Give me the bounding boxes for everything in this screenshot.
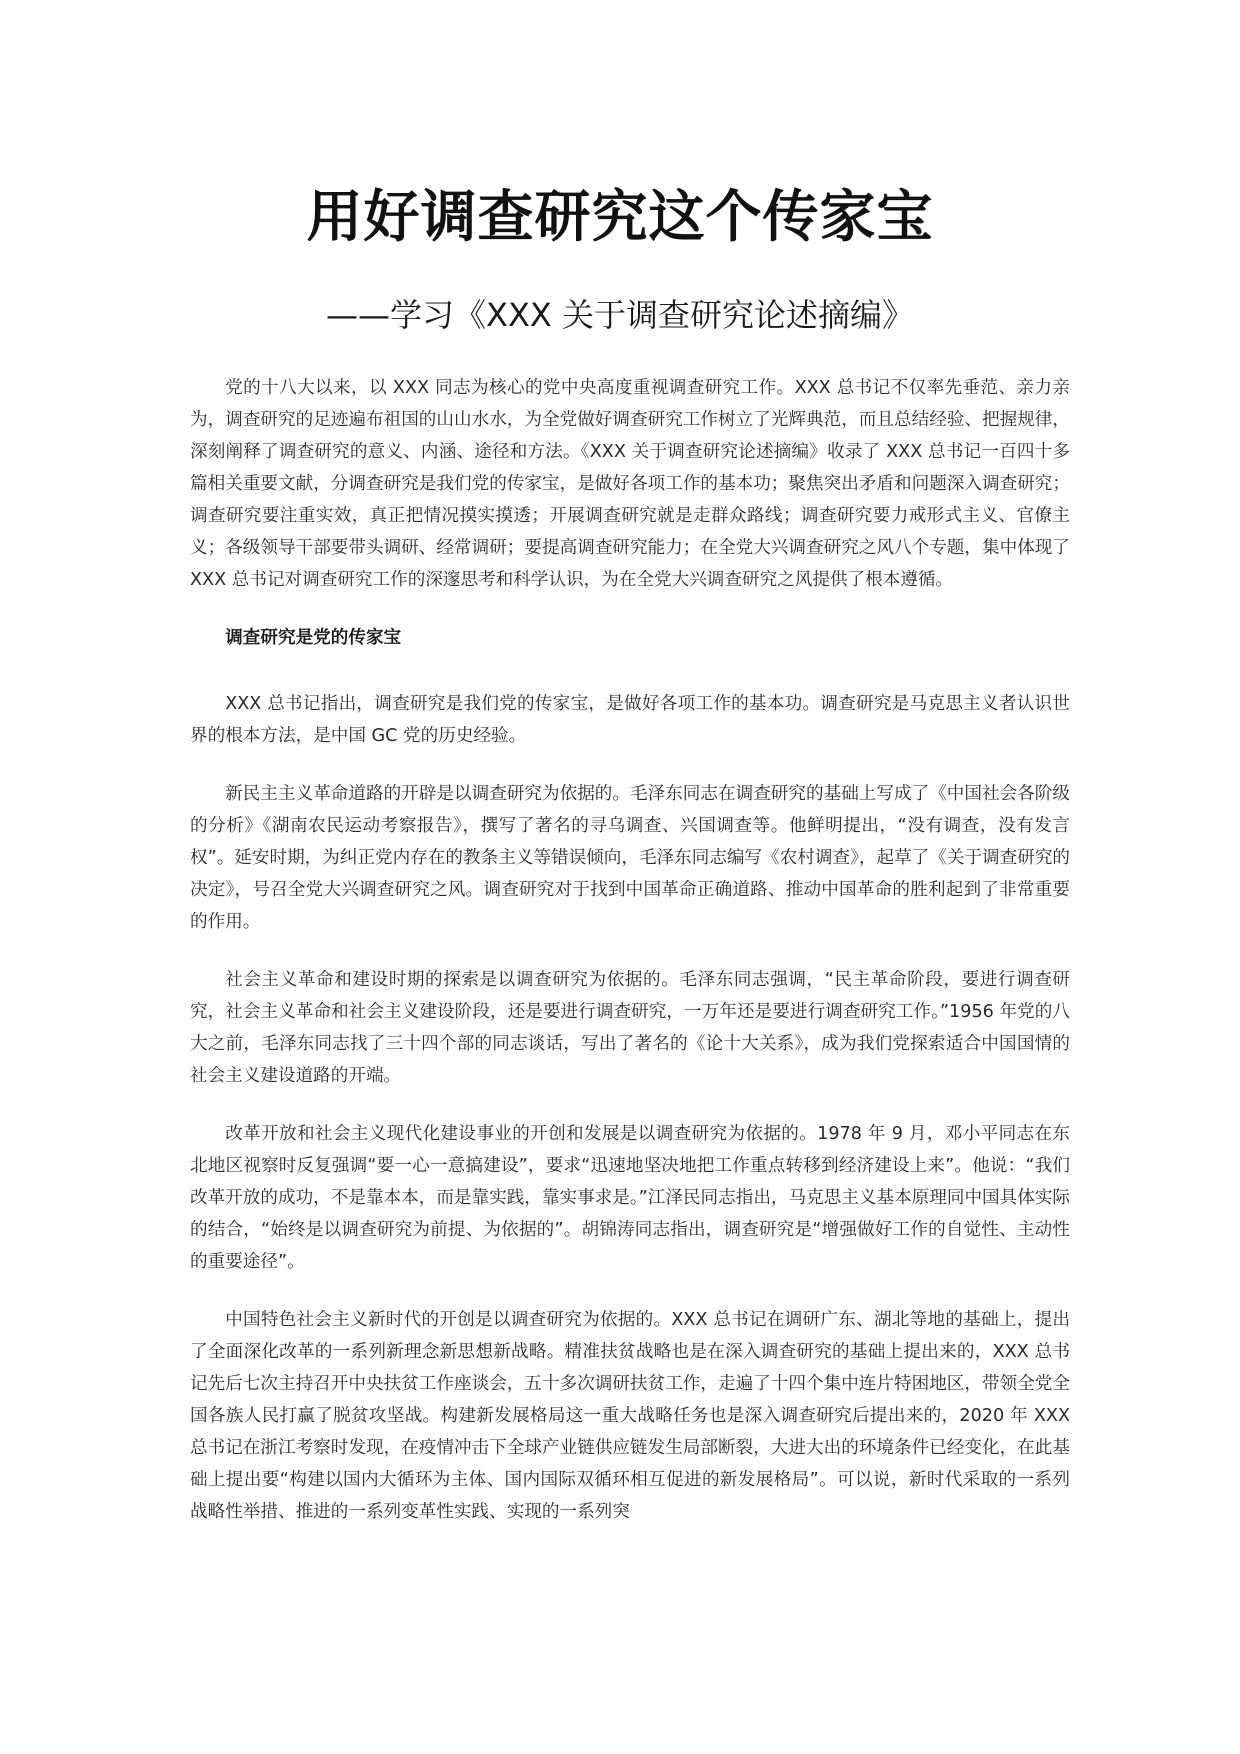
document-body xyxy=(190,372,1070,1554)
section-heading: 调查研究是党的传家宝 xyxy=(225,628,402,648)
section-paragraph: 中国特色社会主义新时代的开创是以调查研究为依据的。XXX 总书记在调研广东、湖北等地的基础上，提出了全面深化改革的一系列新理念新思想新战略。精准扶贫战略也是在深入调查研究的基础上提出来的，XXX 总书记先后七次主持召开中央扶贫工作座谈会，五十多次调研扶贫工作，走遍了十四个集中连片特困地区，带领全党全国各族人民打赢了脱贫攻坚战。构建新发展格局这一重大战略任务也是深入调查研究后提出来的，2020 年 XXX 总书记在浙江考察时发现，在疫情冲击下全球产业链供应链发生局部断裂，大进大出的环境条件已经变化，在此基础上提出要“构建以国内大循环为主体、国内国际双循环相互促进的新发展格局”。可以说，新时代采取的一系列战略性举措、推进的一系列变革性实践、实现的一系列突 xyxy=(190,1310,1070,1522)
section-paragraph: XXX 总书记指出，调查研究是我们党的传家宝，是做好各项工作的基本功。调查研究是马克思主义者认识世界的根本方法，是中国 GC 党的历史经验。 xyxy=(190,694,1070,746)
section-paragraph: 改革开放和社会主义现代化建设事业的开创和发展是以调查研究为依据的。1978 年 9 月，邓小平同志在东北地区视察时反复强调“要一心一意搞建设”，要求“迅速地坚决地把工作重点转移到经济建设上来”。他说：“我们改革开放的成功，不是靠本本，而是靠实践，靠实事求是。”江泽民同志指出，马克思主义基本原理同中国具体实际的结合，“始终是以调查研究为前提、为依据的”。胡锦涛同志指出，调查研究是“增强做好工作的自觉性、主动性的重要途径”。 xyxy=(190,1124,1071,1272)
section-paragraph: 新民主主义革命道路的开辟是以调查研究为依据的。毛泽东同志在调查研究的基础上写成了《中国社会各阶级的分析》《湖南农民运动考察报告》，撰写了著名的寻乌调查、兴国调查等。他鲜明提出，“没有调查，没有发言权”。延安时期，为纠正党内存在的教条主义等错误倾向，毛泽东同志编写《农村调查》，起草了《关于调查研究的决定》，号召全党大兴调查研究之风。调查研究对于找到中国革命正确道路、推动中国革命的胜利起到了非常重要的作用。 xyxy=(190,784,1071,932)
section-paragraph: 社会主义革命和建设时期的探索是以调查研究为依据的。毛泽东同志强调，“民主革命阶段，要进行调查研究，社会主义革命和社会主义建设阶段，还是要进行调查研究，一万年还是要进行调查研究工作。”1956 年党的八大之前，毛泽东同志找了三十四个部的同志谈话，写出了著名的《论十大关系》，成为我们党探索适合中国国情的社会主义建设道路的开端。 xyxy=(190,970,1070,1086)
intro-paragraph: 党的十八大以来，以 XXX 同志为核心的党中央高度重视调查研究工作。XXX 总书记不仅率先垂范、亲力亲为，调查研究的足迹遍布祖国的山山水水，为全党做好调查研究工作树立了光辉典范，而且总结经验、把握规律，深刻阐释了调查研究的意义、内涵、途径和方法。《XXX 关于调查研究论述摘编》收录了 XXX 总书记一百四十多篇相关重要文献，分调查研究是我们党的传家宝，是做好各项工作的基本功；聚焦突出矛盾和问题深入调查研究；调查研究要注重实效，真正把情况摸实摸透；开展调查研究就是走群众路线；调查研究要力戒形式主义、官僚主义；各级领导干部要带头调研、经常调研；要提高调查研究能力；在全党大兴调查研究之风八个专题，集中体现了 XXX 总书记对调查研究工作的深邃思考和科学认识，为在全党大兴调查研究之风提供了根本遵循。 xyxy=(190,378,1070,590)
document-title: 用好调查研究这个传家宝 xyxy=(306,185,934,250)
document-subtitle: ——学习《XXX 关于调查研究论述摘编》 xyxy=(326,296,914,334)
